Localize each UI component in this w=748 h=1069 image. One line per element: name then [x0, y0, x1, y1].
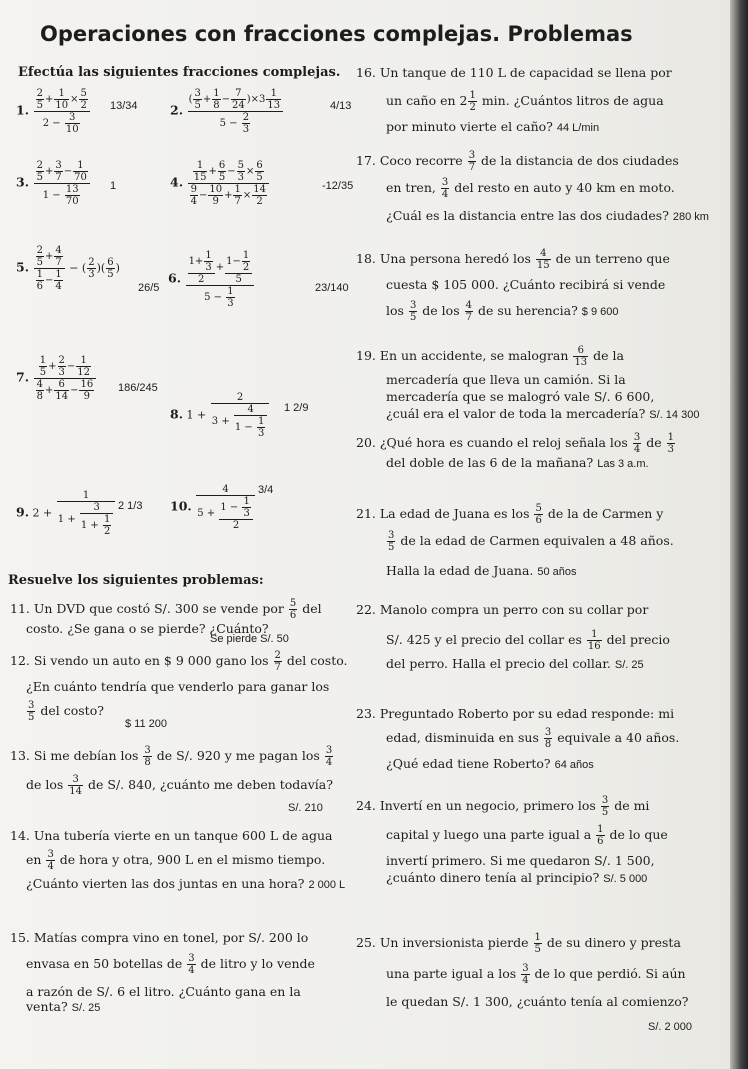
answer-19: S/. 14 300 — [649, 409, 700, 421]
answer-5: 26/5 — [138, 282, 160, 294]
answer-1: 13/34 — [110, 100, 138, 112]
answer-18: $ 9 600 — [581, 306, 619, 318]
problem-25: 25. Un inversionista pierde $\frac{1}{5}$ de su dinero y presta una parte igual a los $\frac{3}{4}$ de lo que perdió. Si aún le quedan S/. 1 300, ¿cuánto tenía al comienzo? — [356, 932, 689, 1009]
page-edge-shadow — [730, 0, 748, 1069]
answer-8: 1 2/9 — [284, 402, 309, 414]
problem-23: 23. Preguntado Roberto por su edad responde: mi edad, disminuida en sus $\frac{3}{8}$ equivale a 40 años. ¿Qué edad tiene Roberto? 64 años — [356, 706, 680, 771]
problem-16: 16. Un tanque de 110 L de capacidad se llena por un caño en 2 $\frac{1}{2}$ min. ¿Cuántos litros de agua por minuto vierte el caño? 44 L/min — [356, 65, 672, 134]
problem-20: 20. ¿Qué hora es cuando el reloj señala los $\frac{3}{4}$ de $\frac{1}{3}$ del doble de las 6 de la mañana? Las 3 a.m. — [356, 432, 674, 470]
section-problems-heading: Resuelve los siguientes problemas: — [8, 573, 264, 588]
answer-10: 3/4 — [258, 484, 274, 496]
exercise-number: 9. — [16, 504, 30, 520]
answer-16: 44 L/min — [556, 122, 600, 134]
answer-24: S/. 5 000 — [603, 873, 648, 885]
exercise-7: 7. $\frac{1}{5}$ + $\frac{2}{3}$ − $\frac{1}{12}$ $\frac{4}{8}$ + $\frac{6}{14}$ − $\frac{16}{9}$ — [16, 355, 97, 402]
section-operations-heading: Efectúa las siguientes fracciones complejas. — [18, 65, 341, 80]
answer-7: 186/245 — [118, 382, 158, 394]
exercise-number: 1. — [16, 102, 30, 118]
answer-13: S/. 210 — [288, 802, 323, 814]
problem-19: 19. En un accidente, se malogran $\frac{6}{13}$ de la mercadería que lleva un camión. Si la mercadería que se malogró vale S/. 6 600, ¿cuál era el valor de toda la mercadería? S/. 14 300 — [356, 345, 700, 421]
answer-21: 50 años — [537, 566, 577, 578]
answer-9: 2 1/3 — [118, 500, 143, 512]
answer-2: 4/13 — [330, 100, 352, 112]
exercise-number: 5. — [16, 259, 30, 275]
answer-6: 23/140 — [315, 282, 349, 294]
exercise-9: 9. 2 + 1 1 + 3 1 + $\frac{1}{2}$ — [16, 490, 116, 537]
exercise-number: 6. — [168, 270, 182, 286]
problem-22: 22. Manolo compra un perro con su collar por S/. 425 y el precio del collar es $\frac{1}{16}$ del precio del perro. Halla el precio del collar. S/. 25 — [356, 602, 670, 671]
exercise-number: 4. — [170, 174, 184, 190]
exercise-5: 5. $\frac{2}{5}$ + $\frac{4}{7}$ $\frac{1}{6}$ − $\frac{1}{4}$ − ( $\frac{2}{3}$ )( $\frac{6}{5}$ ) — [16, 245, 120, 292]
answer-4: -12/35 — [322, 180, 354, 192]
answer-3: 1 — [110, 180, 117, 192]
answer-14: 2 000 L — [308, 879, 346, 891]
answer-17: 280 km — [672, 211, 709, 223]
exercise-1: 1. $\frac{2}{5}$ + $\frac{1}{10}$ × $\frac{5}{2}$ 2 − $\frac{3}{10}$ — [16, 88, 91, 135]
answer-23: 64 años — [554, 759, 594, 771]
answer-15: S/. 25 — [71, 1002, 101, 1014]
answer-12: $ 11 200 — [125, 718, 168, 730]
exercise-10: 10. 4 5 + 1 − $\frac{1}{3}$ 2 — [170, 484, 256, 531]
exercise-number: 7. — [16, 369, 30, 385]
exercise-3: 3. $\frac{2}{5}$ + $\frac{3}{7}$ − $\frac{1}{70}$ 1 − $\frac{13}{70}$ — [16, 160, 91, 207]
problem-17: 17. Coco recorre $\frac{3}{7}$ de la distancia de dos ciudades en tren, $\frac{3}{4}$ del resto en auto y 40 km en moto. ¿Cuál es la distancia entre las dos ciudades? 280 km — [356, 150, 709, 223]
problem-13: 13. Si me debían los $\frac{3}{8}$ de S/. 920 y me pagan los $\frac{3}{4}$ de los $\frac{3}{14}$ de S/. 840, ¿cuánto me deben todavía? — [10, 745, 333, 797]
answer-25: S/. 2 000 — [648, 1021, 693, 1033]
problem-12: 12. Si vendo un auto en $ 9 000 gano los $\frac{2}{7}$ del costo. ¿En cuánto tendría que venderlo para ganar los $\frac{3}{5}$ del costo? — [10, 650, 348, 723]
problem-18: 18. Una persona heredó los $\frac{4}{15}$ de un terreno que cuesta $ 105 000. ¿Cuánto recibirá si vende los $\frac{3}{5}$ de los $\frac{4}{7}$ de su herencia? $ 9 600 — [356, 248, 670, 323]
exercise-4: 4. $\frac{1}{15}$ + $\frac{6}{5}$ − $\frac{5}{3}$ × $\frac{6}{5}$ $\frac{9}{4}$ − $\frac{10}{9}$ + $\frac{1}{7}$ × $\frac{14}{2}$ — [170, 160, 270, 207]
problem-11: 11. Un DVD que costó S/. 300 se vende por $\frac{5}{6}$ del costo. ¿Se gana o se pierde? ¿Cuánto? — [10, 598, 322, 636]
exercise-8: 8. 1 + 2 3 + 4 1 − $\frac{1}{3}$ — [170, 392, 270, 439]
page-title: Operaciones con fracciones complejas. Problemas — [40, 22, 633, 46]
problem-24: 24. Invertí en un negocio, primero los $\frac{3}{5}$ de mi capital y luego una parte igual a $\frac{1}{6}$ de lo que invertí primero. Si me quedaron S/. 1 500, ¿cuánto dinero tenía al principio? S/. 5 000 — [356, 795, 668, 885]
exercise-number: 3. — [16, 174, 30, 190]
answer-22: S/. 25 — [614, 659, 644, 671]
answer-20: Las 3 a.m. — [597, 458, 649, 470]
exercise-2: 2. ( $\frac{3}{5}$ + $\frac{1}{8}$ − $\frac{7}{24}$ )×3 $\frac{1}{13}$ 5 − $\frac{2}{3}$ — [170, 88, 284, 135]
problem-21: 21. La edad de Juana es los $\frac{5}{6}$ de la de Carmen y $\frac{3}{5}$ de la edad de Carmen equivalen a 48 años. Halla la edad de Juana. 50 años — [356, 503, 674, 578]
exercise-number: 8. — [170, 406, 184, 422]
answer-11: Se pierde S/. 50 — [210, 633, 289, 645]
problem-14: 14. Una tubería vierte en un tanque 600 L de agua en $\frac{3}{4}$ de hora y otra, 900 L en el mismo tiempo. ¿Cuánto vierten las dos juntas en una hora? 2 000 L — [10, 828, 346, 891]
exercise-number: 10. — [170, 498, 192, 514]
exercise-6: 6. 1+ $\frac{1}{3}$ 2 + 1− $\frac{1}{2}$ 5 5 − $\frac{1}{3}$ — [168, 250, 255, 309]
problem-15: 15. Matías compra vino en tonel, por S/. 200 lo envasa en 50 botellas de $\frac{3}{4}$ de litro y lo vende a razón de S/. 6 el litro. ¿Cuánto gana en la venta? S/. 25 — [10, 930, 315, 1014]
exercise-number: 2. — [170, 102, 184, 118]
